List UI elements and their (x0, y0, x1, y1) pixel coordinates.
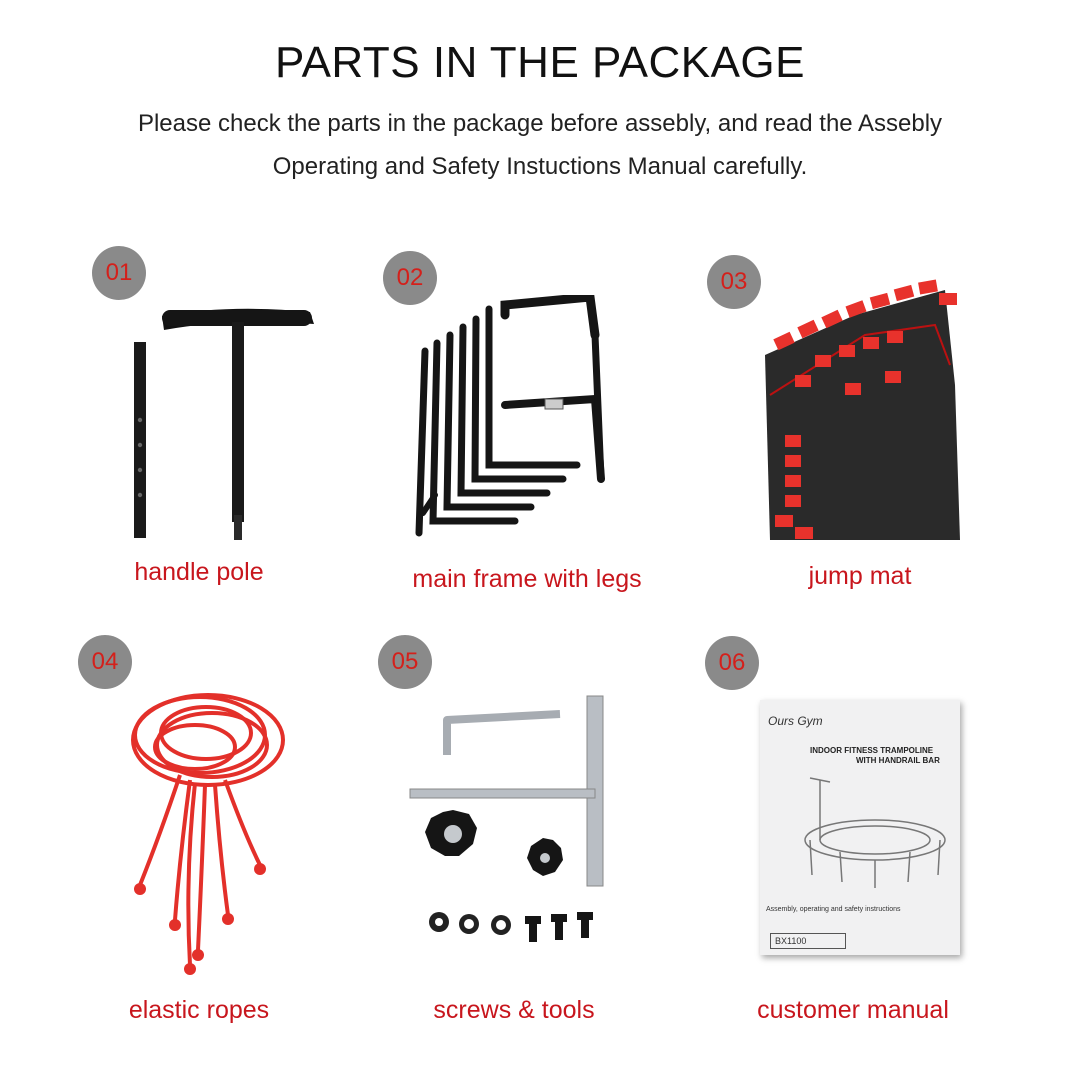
trampoline-drawing (790, 770, 955, 890)
part-number-badge: 05 (378, 635, 432, 689)
manual-brand-text: urs Gym (777, 714, 823, 728)
part-label: jump mat (808, 562, 912, 590)
intro-line-2: Operating and Safety Instuctions Manual carefully. (272, 153, 808, 180)
part-label: main frame with legs (412, 565, 642, 593)
manual-title-1: INDOOR FITNESS TRAMPOLINE (810, 746, 934, 755)
part-number-badge: 01 (92, 246, 146, 300)
part-number-badge: 04 (78, 635, 132, 689)
manual-subtitle: Assembly, operating and safety instructions (766, 906, 901, 913)
page-title: PARTS IN THE PACKAGE (275, 38, 805, 87)
intro-line-1: Please check the parts in the package before assebly, and read the Assebly (137, 110, 943, 137)
part-label: customer manual (757, 996, 949, 1024)
handle-pole-icon (110, 290, 340, 550)
part-number-badge: 06 (705, 636, 759, 690)
manual-brand: Ours Gym (768, 714, 823, 728)
part-number-badge: 02 (383, 251, 437, 305)
part-label: screws & tools (433, 996, 595, 1024)
manual-model: BX1100 (770, 933, 846, 949)
manual-title-2: WITH HANDRAIL BAR (856, 756, 940, 765)
frame-legs-icon (405, 295, 620, 545)
elastic-ropes-icon (120, 685, 290, 980)
jump-mat-icon (755, 275, 965, 545)
part-label: elastic ropes (128, 996, 270, 1024)
screws-tools-icon (405, 690, 620, 955)
part-label: handle pole (134, 558, 264, 586)
part-number-badge: 03 (707, 255, 761, 309)
manual-icon (760, 700, 960, 955)
